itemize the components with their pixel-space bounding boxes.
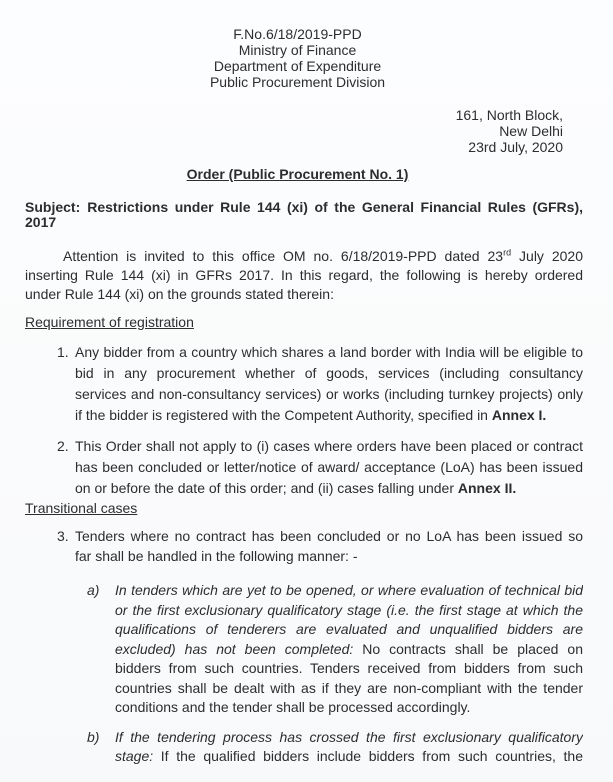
order-title: Order (Public Procurement No. 1) <box>186 166 409 182</box>
department-line: Department of Expenditure <box>213 58 382 74</box>
annex-1-reference: Annex I. <box>491 407 547 423</box>
superscript-rd: rd <box>503 247 512 258</box>
subject-label: Subject: <box>25 200 81 215</box>
sub-item-a-marker: a) <box>87 582 100 598</box>
division-line: Public Procurement Division <box>209 74 386 90</box>
list-item-2 <box>25 436 583 499</box>
address-line-2: New Delhi <box>499 123 563 139</box>
intro-line-2: inserting Rule 144 (xi) in GFRs 2017. In this regard, the following is hereby ordered <box>25 267 583 283</box>
subject-line-2: 2017 <box>25 215 57 230</box>
intro-line-3: under Rule 144 (xi) on the grounds stated therein: <box>25 286 334 302</box>
item-3-marker: 3. <box>57 528 69 544</box>
section-heading-registration: Requirement of registration <box>25 314 194 330</box>
list-item-1 <box>25 342 583 426</box>
sub-item-b <box>25 728 583 767</box>
subject-block <box>25 200 583 230</box>
sub-item-a-text: In tenders which are yet to be opened, or where evaluation of technical bid or the first exclusionary qualificatory stage (i.e. the first stage at which the qualifications of tenderers are evaluated and unqualified bidders are excluded) has not been completed: No contracts shall be placed on bidders from such countries. Tenders received from bidders from such countries shall be dealt with as if they are non-compliant with the tender conditions and the tender shall be processed accordingly. <box>115 582 583 715</box>
intro-line-1: Attention is invited to this office OM no. 6/18/2019-PPD dated 23rd July 2020 <box>63 247 583 264</box>
item-1-marker: 1. <box>57 344 69 360</box>
item-2-text: This Order shall not apply to (i) cases where orders have been placed or contract has been concluded or letter/notice of award/ acceptance (LoA) has been issued on or before the date of this order; and (ii) cases falling under Annex II. <box>75 438 583 496</box>
letterhead <box>25 26 570 90</box>
item-3-text: Tenders where no contract has been concluded or no LoA has been issued so far shall be handled in the following manner: - <box>75 528 583 564</box>
sub-item-a <box>25 581 583 718</box>
dateline-block <box>25 107 583 155</box>
subject-text: Restrictions under Rule 144 (xi) of the General Financial Rules (GFRs), <box>87 200 583 215</box>
item-2-marker: 2. <box>57 438 69 454</box>
item-1-text: Any bidder from a country which shares a land border with India will be eligible to bid in any procurement whether of goods, services (including consultancy services and non-consultancy services) or works (including turnkey projects) only if the bidder is registered with the Competent Authority, specified in Annex I. <box>75 344 583 423</box>
intro-paragraph <box>25 247 583 304</box>
ministry-line: Ministry of Finance <box>238 42 357 58</box>
subject-line-1 <box>25 200 583 215</box>
date-line: 23rd July, 2020 <box>468 139 563 155</box>
section-heading-transitional: Transitional cases <box>25 500 138 516</box>
address-line-1: 161, North Block, <box>455 107 563 123</box>
list-item-3 <box>25 526 583 566</box>
file-number: F.No.6/18/2019-PPD <box>233 26 362 42</box>
sub-item-b-marker: b) <box>87 728 100 745</box>
sub-item-b-text: If the tendering process has crossed the first exclusionary qualificatory stage: If the qualified bidders include bidders from such countries, the <box>115 728 583 764</box>
annex-2-reference: Annex II. <box>457 480 517 496</box>
